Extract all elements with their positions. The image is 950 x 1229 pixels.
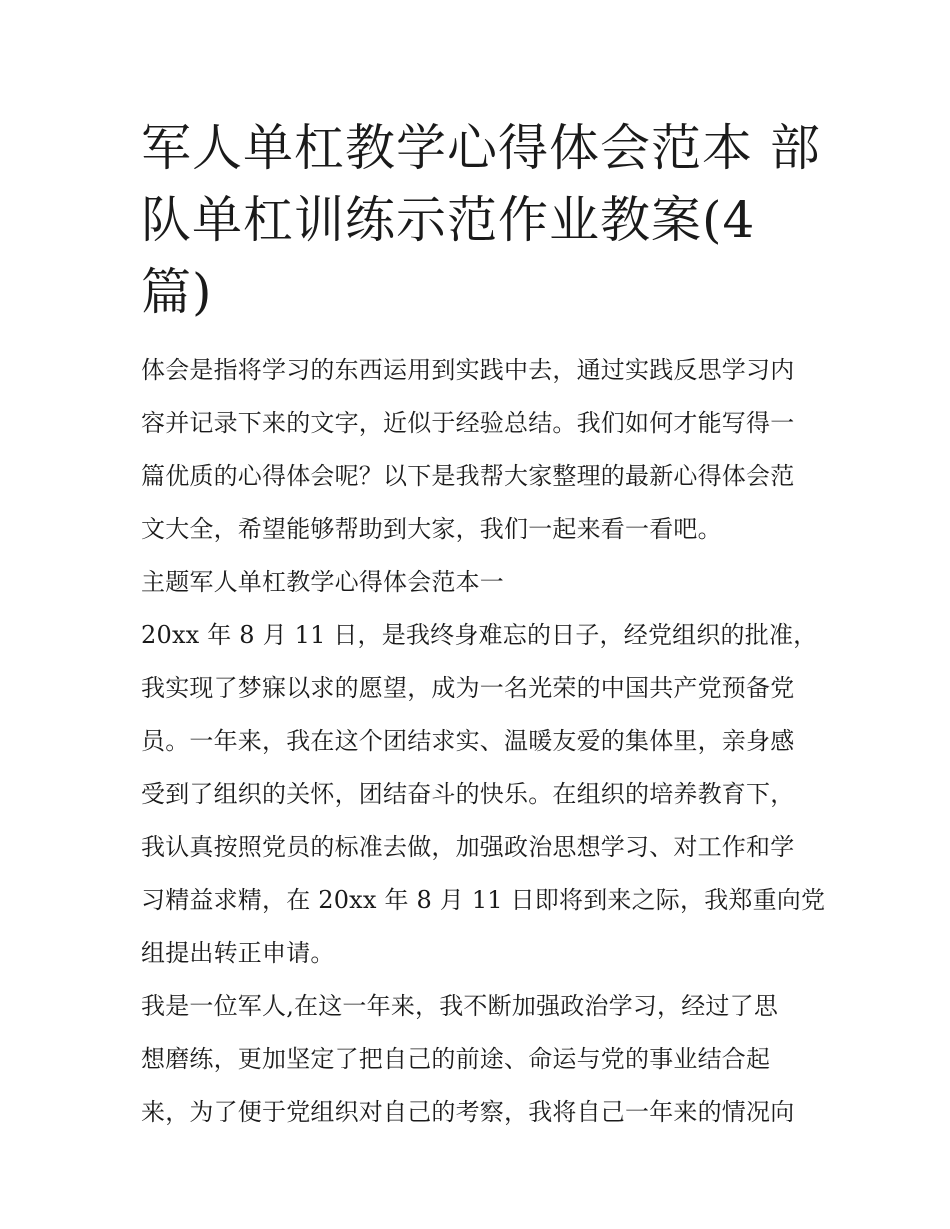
document-body: [141, 344, 826, 1139]
document-page: [141, 112, 826, 1139]
body-line: 文大全，希望能够帮助到大家，我们一起来看一看吧。: [141, 515, 722, 543]
body-line: 篇优质的心得体会呢？以下是我帮大家整理的最新心得体会范: [141, 462, 795, 490]
title-line: 篇): [141, 263, 213, 321]
title-line: 队单杠训练示范作业教案(4: [141, 191, 756, 249]
body-line: 组提出转正申请。: [141, 939, 335, 967]
body-line: 体会是指将学习的东西运用到实践中去，通过实践反思学习内: [141, 356, 795, 384]
body-line: 20xx 年 8 月 11 日，是我终身难忘的日子，经党组织的批准，: [141, 621, 818, 649]
title-line: 军人单杠教学心得体会范本 部: [141, 119, 821, 177]
body-line: 员。一年来，我在这个团结求实、温暖友爱的集体里，亲身感: [141, 727, 795, 755]
body-line: 我是一位军人,在这一年来，我不断加强政治学习，经过了思: [141, 992, 779, 1020]
document-title: [141, 112, 821, 328]
body-line: 来，为了便于党组织对自己的考察，我将自己一年来的情况向: [141, 1098, 795, 1126]
body-line: 我实现了梦寐以求的愿望，成为一名光荣的中国共产党预备党: [141, 674, 795, 702]
body-line: 受到了组织的关怀，团结奋斗的快乐。在组织的培养教育下，: [141, 780, 795, 808]
body-line: 我认真按照党员的标准去做，加强政治思想学习、对工作和学: [141, 833, 795, 861]
body-line: 想磨练，更加坚定了把自己的前途、命运与党的事业结合起: [141, 1045, 771, 1073]
body-line: 习精益求精，在 20xx 年 8 月 11 日即将到来之际，我郑重向党: [141, 886, 826, 914]
body-line: 容并记录下来的文字，近似于经验总结。我们如何才能写得一: [141, 409, 795, 437]
section-heading: 主题军人单杠教学心得体会范本一: [141, 568, 504, 596]
